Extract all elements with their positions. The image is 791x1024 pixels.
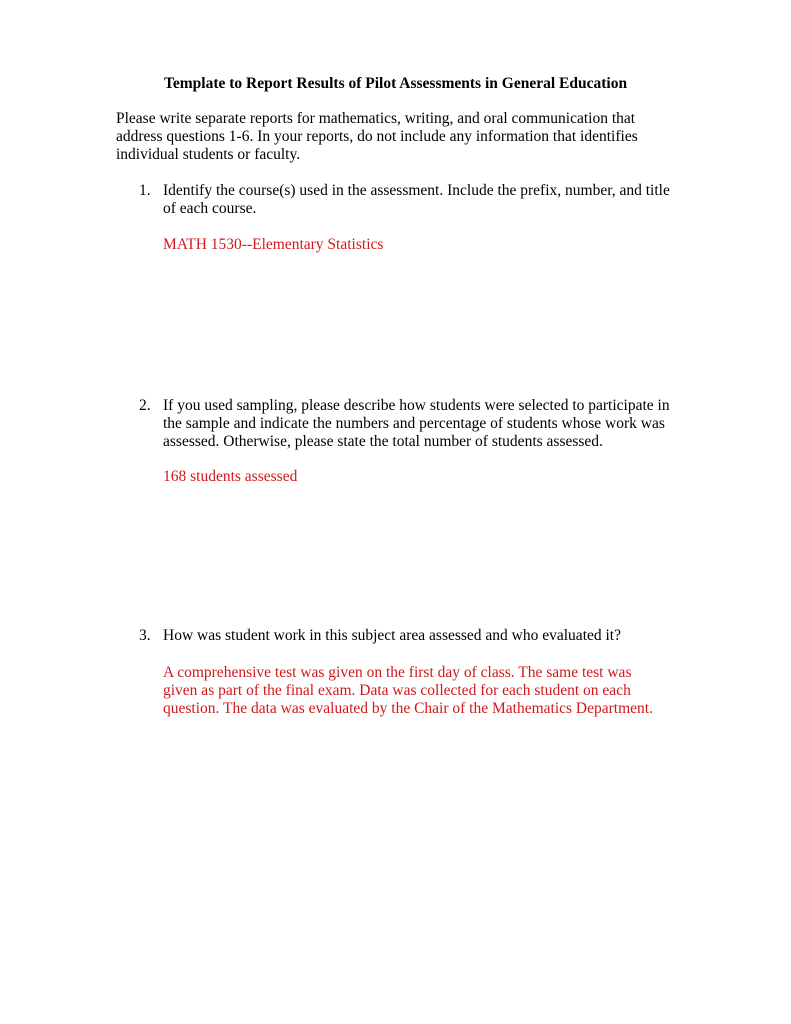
- question-number: 1.: [139, 182, 151, 199]
- question-line: the sample and indicate the numbers and percentage of students whose work was: [163, 415, 665, 432]
- question-number: 2.: [139, 397, 151, 414]
- question-line: How was student work in this subject area assessed and who evaluated it?: [163, 627, 621, 644]
- question-text: [163, 627, 703, 645]
- answer-line: MATH 1530--Elementary Statistics: [163, 236, 384, 253]
- answer-line: A comprehensive test was given on the first day of class. The same test was: [163, 664, 632, 681]
- intro-line: address questions 1-6. In your reports, do not include any information that identifies: [116, 128, 638, 145]
- answer-line: question. The data was evaluated by the Chair of the Mathematics Department.: [163, 700, 653, 717]
- document-title: Template to Report Results of Pilot Assessments in General Education: [163, 75, 628, 92]
- intro-paragraph: [116, 110, 686, 164]
- question-line: Identify the course(s) used in the assessment. Include the prefix, number, and title: [163, 182, 670, 199]
- answer-line: given as part of the final exam. Data was collected for each student on each: [163, 682, 631, 699]
- question-line: assessed. Otherwise, please state the total number of students assessed.: [163, 433, 603, 450]
- intro-line: Please write separate reports for mathematics, writing, and oral communication that: [116, 110, 636, 127]
- question-line: If you used sampling, please describe how students were selected to participate in: [163, 397, 670, 414]
- question-text: [163, 182, 703, 218]
- answer-2: [163, 468, 723, 486]
- answer-line: 168 students assessed: [163, 468, 298, 485]
- answer-1: [163, 236, 723, 254]
- question-line: of each course.: [163, 200, 257, 217]
- question-number: 3.: [139, 627, 151, 644]
- intro-line: individual students or faculty.: [116, 146, 301, 163]
- question-text: [163, 397, 703, 451]
- answer-3: [163, 664, 723, 718]
